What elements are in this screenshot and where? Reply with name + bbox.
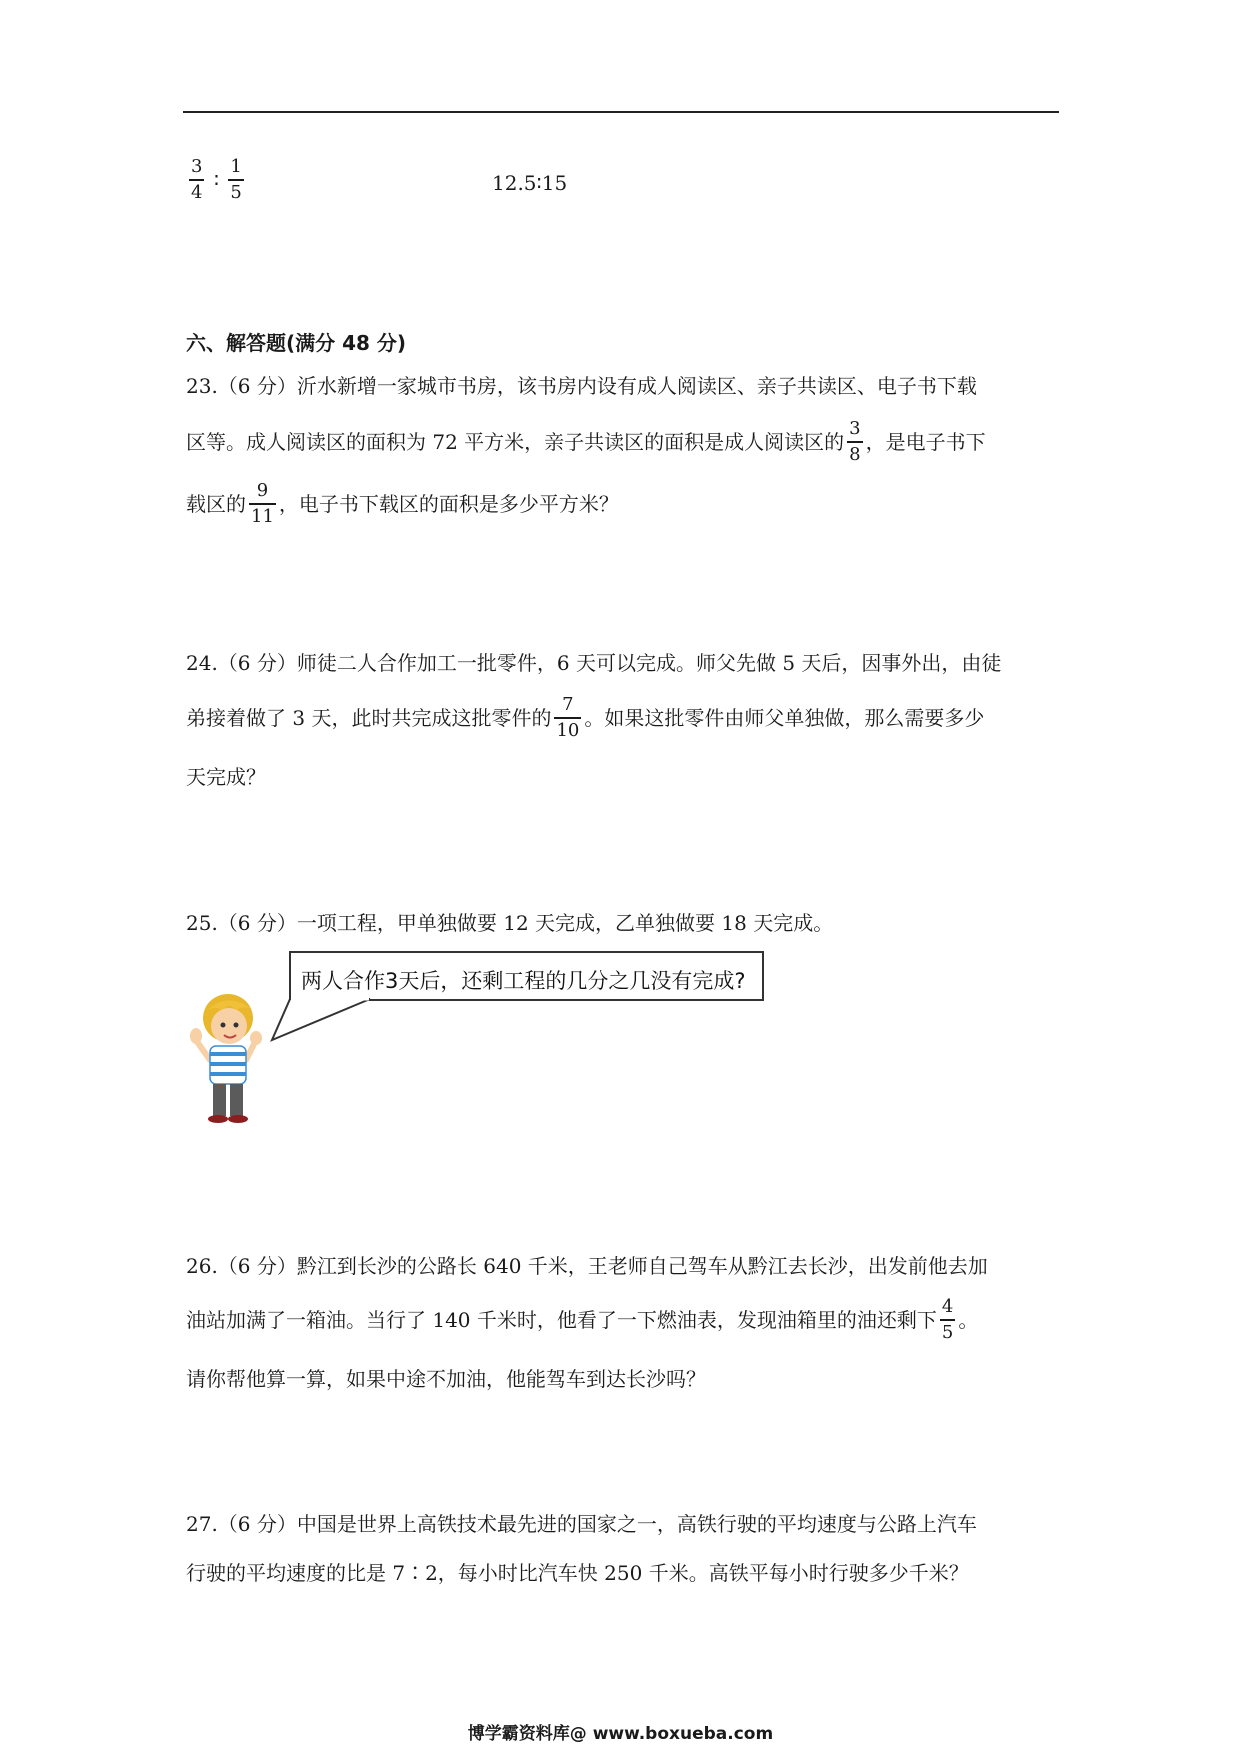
q26-line3: 请你帮他算一算，如果中途不加油，他能驾车到达长沙吗？ <box>186 1367 706 1391</box>
q27-line1: 27.（6 分）中国是世界上高铁技术最先进的国家之一，高铁行驶的平均速度与公路上汽车 <box>186 1512 977 1536</box>
q26-line1: 26.（6 分）黔江到长沙的公路长 640 千米，王老师自己驾车从黔江去长沙，出发前他去加 <box>186 1254 988 1278</box>
cartoon-boy-illustration <box>186 988 266 1128</box>
q24-line2: 弟接着做了 3 天，此时共完成这批零件的 $\frac{7}{10}$ 。如果这批零件由师父单独做，那么需要多少 <box>186 694 985 741</box>
speech-bubble <box>289 951 764 1001</box>
q24-line1: 24.（6 分）师徒二人合作加工一批零件，6 天可以完成。师父先做 5 天后，因事外出，由徒 <box>186 651 1002 675</box>
q26-fraction-four-fifths: $\frac{4}{5}$ <box>941 1296 954 1343</box>
q23-fraction-three-eighths: $\frac{3}{8}$ <box>849 418 861 465</box>
q23-line3: 载区的 $\frac{9}{11}$ ，电子书下载区的面积是多少平方米？ <box>186 480 619 527</box>
header-rule <box>183 111 1059 113</box>
footer-watermark: 博学霸资料库@ www.boxueba.com <box>467 1724 774 1744</box>
fraction-three-quarters: $\frac{3}{4}$ <box>191 156 203 203</box>
q26-line2: 油站加满了一箱油。当行了 140 千米时，他看了一下燃油表，发现油箱里的油还剩下 $\frac{4}{5}$ 。 <box>186 1296 979 1343</box>
speech-bubble-text: 两人合作3天后，还剩工程的几分之几没有完成? <box>301 969 746 993</box>
ratio-expression-decimal: 12.5∶15 <box>492 171 568 195</box>
section-title: 六、解答题(满分 48 分) <box>186 331 407 355</box>
speech-bubble-tail <box>270 996 500 1046</box>
fraction-one-fifth: $\frac{1}{5}$ <box>230 156 242 203</box>
q24-fraction-seven-tenths: $\frac{7}{10}$ <box>556 694 580 741</box>
q25-line1: 25.（6 分）一项工程，甲单独做要 12 天完成，乙单独做要 18 天完成。 <box>186 911 834 935</box>
q23-line2: 区等。成人阅读区的面积为 72 平方米，亲子共读区的面积是成人阅读区的 $\frac{3}{8}$ ，是电子书下 <box>186 418 986 465</box>
q27-line2: 行驶的平均速度的比是 7∶2，每小时比汽车快 250 千米。高铁平每小时行驶多少千米？ <box>186 1561 969 1585</box>
ratio-expression-fractions <box>186 158 247 202</box>
q23-line1: 23.（6 分）沂水新增一家城市书房，该书房内设有成人阅读区、亲子共读区、电子书下载 <box>186 374 977 398</box>
q24-line3: 天完成？ <box>186 765 266 789</box>
ratio-colon: ∶ <box>213 167 220 192</box>
q23-fraction-nine-elevenths: $\frac{9}{11}$ <box>251 480 274 527</box>
